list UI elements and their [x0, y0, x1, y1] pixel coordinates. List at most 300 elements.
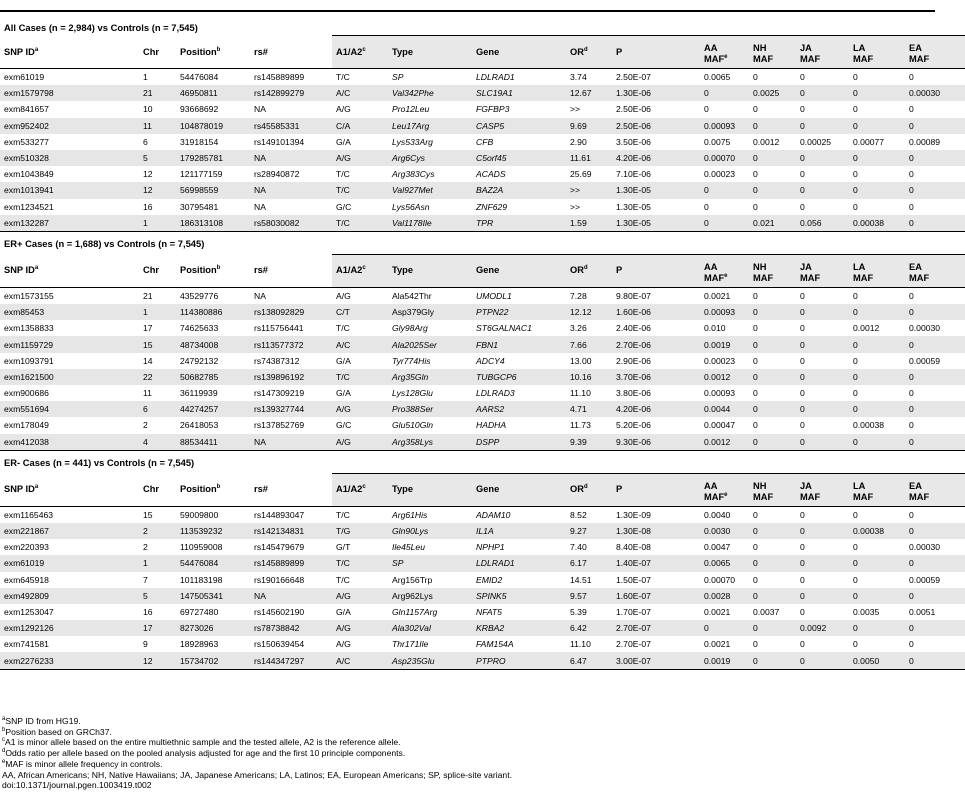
table-cell: 9.30E-06	[612, 434, 700, 451]
table-cell: rs115756441	[254, 323, 304, 334]
table-cell: 0	[796, 588, 849, 604]
table-row	[0, 182, 965, 198]
table-cell: 48734008	[176, 336, 250, 352]
table-cell: DSPP	[472, 434, 566, 451]
table-cell: 0	[853, 388, 858, 399]
table-cell: A/C	[332, 336, 388, 352]
table-cell: 0	[796, 304, 849, 320]
table-cell: 0.00070	[700, 150, 749, 166]
table-cell: 6.47	[566, 652, 612, 669]
table-cell: AARS2	[472, 401, 566, 417]
table-cell: rs144893047	[254, 509, 305, 520]
table-cell: 0	[700, 182, 749, 198]
footnote-text: A1 is minor allele based on the entire multiethnic sample and the tested allele, A2 is the reference allele.	[5, 737, 401, 748]
table-row	[0, 588, 965, 604]
table-cell: SPINK5	[472, 588, 566, 604]
table-cell: rs150639454	[254, 639, 305, 650]
table-cell: 114380886	[176, 304, 250, 320]
table-cell: 0	[909, 290, 914, 301]
table-cell: Ala302Val	[388, 620, 472, 636]
table-cell: 2	[139, 523, 176, 539]
table-cell: 3.80E-06	[616, 388, 651, 399]
table-cell: 0.0051	[909, 606, 936, 617]
footnote-marker: c	[2, 737, 5, 744]
table-cell: 0	[700, 620, 749, 636]
table-cell: 0.00070	[704, 574, 736, 585]
footnote-marker: b	[216, 265, 221, 272]
column-header	[700, 36, 749, 69]
footnote-marker: a	[34, 484, 39, 491]
column-header-row	[0, 473, 965, 506]
table-cell: 3.74	[570, 72, 587, 83]
table-row	[0, 150, 965, 166]
table-cell: CFB	[476, 136, 494, 147]
table-cell: SLC19A1	[472, 85, 566, 101]
table-cell: rs145889899	[254, 72, 305, 83]
table-cell: 0.0019	[700, 336, 749, 352]
table-cell: 0	[853, 509, 858, 520]
column-header	[176, 473, 250, 506]
column-header-label: LA	[853, 480, 866, 491]
table-cell: IL1A	[472, 523, 566, 539]
column-header-label: JA	[800, 43, 812, 54]
footnote-marker: d	[583, 46, 588, 53]
table-cell: 56998559	[176, 182, 250, 198]
table-cell: Ala542Thr	[392, 290, 432, 301]
column-header	[566, 36, 612, 69]
table-cell: 0	[853, 639, 858, 650]
table-cell: 4.20E-06	[612, 150, 700, 166]
table-cell: C/T	[332, 304, 388, 320]
table-cell: 11.73	[570, 420, 591, 431]
column-header-label: JA	[800, 261, 812, 272]
column-header-label: Chr	[143, 484, 160, 495]
table-cell: 0	[909, 639, 914, 650]
table-cell: exm2276233	[0, 652, 139, 669]
table-cell: 0.00030	[909, 542, 941, 553]
column-header-label: Gene	[476, 484, 500, 495]
table-row	[0, 304, 965, 320]
column-header-label: Type	[392, 484, 414, 495]
table-cell: 179285781	[176, 150, 250, 166]
footnote-marker: e	[724, 491, 728, 498]
table-cell: 0	[849, 369, 905, 385]
table-cell: exm1159729	[0, 336, 139, 352]
table-cell: 0	[849, 118, 905, 134]
table-row	[0, 434, 965, 451]
table-cell: 9.39	[566, 434, 612, 451]
table-cell: >>	[570, 104, 581, 115]
table-cell: G/A	[336, 606, 351, 617]
table-cell: T/C	[336, 574, 350, 585]
column-header	[388, 36, 472, 69]
footnote-text: SNP ID from HG19.	[5, 716, 81, 726]
table-cell: 0	[749, 555, 796, 571]
table-cell: 0	[905, 620, 965, 636]
footnote-marker: b	[216, 484, 221, 491]
footnote-text: Position based on GRCh37.	[5, 726, 112, 737]
table-cell: 14	[143, 355, 153, 366]
table-cell: 10.16	[566, 369, 612, 385]
table-row	[0, 336, 965, 352]
table-cell: 0	[749, 118, 796, 134]
table-cell: 0.0028	[700, 588, 749, 604]
table-cell: 104878019	[176, 118, 250, 134]
table-cell: 0.00023	[704, 169, 736, 180]
table-cell: 0	[749, 401, 796, 417]
table-cell: T/C	[336, 323, 350, 334]
table-cell: 50682785	[176, 369, 250, 385]
table-cell: 1	[143, 72, 148, 83]
table-cell: UMODL1	[476, 290, 512, 301]
table-cell: 0	[849, 555, 905, 571]
table-cell: exm132287	[0, 215, 139, 232]
column-header	[250, 254, 332, 287]
table-cell: 5	[139, 588, 176, 604]
table-cell: rs28940872	[254, 169, 300, 180]
table-cell: 0	[749, 336, 796, 352]
table-cell: rs139896192	[250, 369, 332, 385]
table-cell: rs142899279	[250, 85, 332, 101]
table-cell: 0.021	[749, 215, 796, 232]
table-cell: 15	[139, 336, 176, 352]
table-cell: 43529776	[180, 290, 219, 301]
footnote-line	[2, 737, 512, 748]
table-row	[0, 69, 965, 86]
column-header	[332, 473, 388, 506]
table-cell: TUBGCP6	[472, 369, 566, 385]
column-header-label-2: MAF	[704, 491, 725, 502]
column-header	[905, 254, 965, 287]
table-cell: Gln1157Arg	[392, 606, 438, 617]
table-cell: NA	[254, 201, 266, 212]
column-header-label-2: MAF	[800, 491, 821, 502]
table-cell: NFAT5	[476, 606, 502, 617]
table-cell: 2	[143, 420, 148, 431]
column-header	[849, 36, 905, 69]
table-cell: 147505341	[176, 588, 250, 604]
table-cell: 25.69	[570, 169, 592, 180]
column-header-label: LA	[853, 43, 866, 54]
table-cell: 0	[905, 182, 965, 198]
table-cell: 12.12	[566, 304, 612, 320]
table-cell: 24792132	[180, 355, 219, 366]
table-row	[0, 101, 965, 117]
table-cell: 0.0021	[704, 290, 731, 301]
table-cell: G/C	[336, 420, 352, 431]
footnote-line	[2, 727, 512, 738]
table-cell: Arg61His	[392, 509, 428, 520]
table-cell: 0	[909, 201, 914, 212]
table-cell: 0.00023	[704, 355, 736, 366]
table-cell: 1.59	[566, 215, 612, 232]
table-cell: 2.90E-06	[616, 355, 651, 366]
table-cell: rs45585331	[250, 118, 332, 134]
table-cell: 0	[909, 509, 914, 520]
table-cell: Asp379Gly	[388, 304, 472, 320]
section-title: ER- Cases (n = 441) vs Controls (n = 7,545)	[4, 457, 195, 469]
column-header-label: Gene	[476, 46, 500, 57]
table-cell: 7.66	[566, 336, 612, 352]
table-cell: Leu17Arg	[388, 118, 472, 134]
column-header	[472, 36, 566, 69]
table-row	[0, 572, 965, 588]
table-cell: 0	[796, 182, 849, 198]
table-cell: 0	[796, 401, 849, 417]
table-cell: 12	[143, 169, 153, 180]
table-cell: 7.10E-06	[616, 169, 651, 180]
table-cell: exm1234521	[4, 201, 54, 212]
column-header-label-2: MAF	[909, 491, 930, 502]
table-cell: 0.00030	[905, 85, 965, 101]
table-row	[0, 417, 965, 433]
column-header-label: SNP ID	[4, 265, 35, 276]
column-header	[612, 254, 700, 287]
table-cell: 0	[796, 434, 849, 451]
table-cell: rs190166648	[254, 574, 305, 585]
table-cell: 0	[849, 182, 905, 198]
table-cell: Pro388Ser	[388, 401, 472, 417]
column-header-label: EA	[909, 43, 922, 54]
column-header-label: OR	[570, 46, 584, 57]
table-cell: KRBA2	[472, 620, 566, 636]
footnote-text: Odds ratio per allele based on the pooled analysis adjusted for age and the first 10 principle components.	[5, 748, 406, 759]
table-cell: Thr171Ile	[392, 639, 429, 650]
table-cell: 1.30E-05	[612, 215, 700, 232]
table-cell: TPR	[472, 215, 566, 232]
column-header	[139, 254, 176, 287]
table-cell: 0.0040	[704, 509, 731, 520]
column-header	[139, 36, 176, 69]
table-cell: 0	[800, 509, 805, 520]
table-cell: 15734702	[176, 652, 250, 669]
column-header-label: LA	[853, 261, 866, 272]
table-cell: 17	[139, 620, 176, 636]
column-header-label: Type	[392, 46, 414, 57]
table-cell: FGFBP3	[476, 104, 510, 115]
table-cell: 0	[796, 85, 849, 101]
table-cell: 0	[796, 150, 849, 166]
table-top-rule	[0, 10, 935, 12]
column-header	[176, 36, 250, 69]
table-cell: 7	[143, 574, 148, 585]
table-cell: A/G	[336, 290, 351, 301]
column-header	[612, 473, 700, 506]
table-footnotes	[2, 716, 512, 791]
table-cell: 6.17	[566, 555, 612, 571]
table-cell: Tyr774His	[392, 355, 431, 366]
table-row	[0, 555, 965, 571]
table-cell: 0	[749, 620, 796, 636]
table-cell: 21	[143, 290, 153, 301]
table-cell: 8.52	[570, 509, 587, 520]
table-cell: 0	[753, 509, 758, 520]
column-header	[849, 473, 905, 506]
column-header-label: rs#	[254, 265, 268, 276]
table-cell: ZNF629	[476, 201, 508, 212]
table-cell: 17	[143, 323, 153, 334]
table-row	[0, 320, 965, 336]
table-row	[0, 652, 965, 669]
table-cell: 0	[796, 118, 849, 134]
table-cell: 0.0021	[704, 639, 731, 650]
table-cell: 0.00089	[909, 136, 941, 147]
table-cell: 0.00038	[853, 420, 885, 431]
table-cell: 0	[753, 542, 758, 553]
table-row	[0, 401, 965, 417]
table-cell: 1.30E-05	[616, 201, 651, 212]
column-header	[0, 36, 139, 69]
table-cell: 0	[905, 523, 965, 539]
table-cell: LDLRAD1	[476, 72, 515, 83]
table-cell: 0	[800, 542, 805, 553]
column-header	[796, 36, 849, 69]
table-cell: 0	[800, 606, 805, 617]
table-cell: 0.00059	[909, 574, 941, 585]
column-header	[700, 473, 749, 506]
table-cell: Ile45Leu	[392, 542, 425, 553]
table-cell: 93668692	[180, 104, 219, 115]
table-cell: 0.0035	[853, 606, 880, 617]
table-cell: T/G	[332, 523, 388, 539]
table-cell: 7.40	[570, 542, 587, 553]
table-cell: 5.39	[570, 606, 587, 617]
table-cell: rs74387312	[254, 355, 300, 366]
table-cell: 0	[800, 355, 805, 366]
table-cell: G/C	[336, 201, 352, 212]
table-cell: 9.57	[566, 588, 612, 604]
footnote-line	[2, 748, 512, 759]
table-cell: 0	[909, 169, 914, 180]
table-cell: Val342Phe	[388, 85, 472, 101]
footnote-marker: b	[216, 46, 221, 53]
table-cell: 0	[753, 104, 758, 115]
table-cell: 113539232	[176, 523, 250, 539]
column-header-label: EA	[909, 480, 922, 491]
table-cell: rs145602190	[254, 606, 305, 617]
column-header-label-2: MAF	[853, 272, 874, 283]
table-cell: rs149101394	[254, 136, 305, 147]
table-cell: 0	[704, 201, 709, 212]
table-cell: 16	[143, 606, 153, 617]
table-cell: 0	[800, 72, 805, 83]
table-cell: rs144347297	[250, 652, 332, 669]
table-cell: 0	[909, 420, 914, 431]
table-cell: 9.27	[566, 523, 612, 539]
table-cell: rs137852769	[254, 420, 305, 431]
table-cell: 0	[909, 388, 914, 399]
table-cell: EMID2	[476, 574, 503, 585]
table-cell: 0	[796, 652, 849, 669]
table-cell: 44274257	[176, 401, 250, 417]
table-cell: NA	[254, 290, 266, 301]
table-cell: NA	[250, 588, 332, 604]
table-cell: 0	[849, 85, 905, 101]
table-cell: 0.0021	[704, 606, 731, 617]
table-cell: A/G	[336, 639, 351, 650]
table-cell: 0	[749, 434, 796, 451]
footnote-marker: c	[362, 46, 366, 53]
column-header-label: EA	[909, 261, 922, 272]
table-cell: 0	[849, 336, 905, 352]
table-cell: ST6GALNAC1	[476, 323, 532, 334]
table-cell: 0.0044	[700, 401, 749, 417]
table-cell: 0	[849, 620, 905, 636]
table-cell: HADHA	[476, 420, 507, 431]
table-cell: 1.30E-09	[616, 509, 651, 520]
table-cell: exm61019	[4, 72, 45, 83]
top-margin	[0, 0, 935, 10]
table-cell: 0	[800, 388, 805, 399]
table-cell: 6	[139, 401, 176, 417]
table-cell: 0.0030	[700, 523, 749, 539]
table-cell: exm645918	[4, 574, 49, 585]
section-title-row	[0, 231, 965, 254]
footnote-marker: e	[724, 272, 728, 279]
column-header	[139, 473, 176, 506]
table-cell: 0	[753, 639, 758, 650]
footnote-marker: d	[2, 748, 6, 755]
results-table	[0, 20, 965, 670]
table-cell: 0	[753, 290, 758, 301]
column-header-label-2: MAF	[753, 272, 774, 283]
table-cell: 0	[753, 388, 758, 399]
table-cell: 5	[139, 150, 176, 166]
table-cell: 18928963	[180, 639, 219, 650]
table-cell: C5orf45	[472, 150, 566, 166]
table-cell: 0	[853, 169, 858, 180]
table-cell: 0	[849, 401, 905, 417]
column-header	[905, 36, 965, 69]
table-cell: ACADS	[476, 169, 506, 180]
table-cell: exm952402	[0, 118, 139, 134]
column-header	[905, 473, 965, 506]
table-cell: BAZ2A	[472, 182, 566, 198]
table-cell: 0	[853, 542, 858, 553]
table-cell: exm1621500	[0, 369, 139, 385]
table-cell: 0	[905, 588, 965, 604]
column-header	[332, 254, 388, 287]
table-cell: 12.67	[566, 85, 612, 101]
table-cell: 101183198	[180, 574, 223, 585]
column-header	[388, 473, 472, 506]
column-header-label-2: MAF	[704, 54, 725, 65]
table-cell: 0.0012	[700, 434, 749, 451]
table-cell: 3.26	[570, 323, 587, 334]
table-cell: 1.50E-07	[616, 574, 651, 585]
table-cell: 0	[753, 169, 758, 180]
table-cell: 0	[749, 304, 796, 320]
table-cell: 0	[853, 201, 858, 212]
section-title-row	[0, 20, 965, 36]
column-header-row	[0, 254, 965, 287]
table-cell: exm61019	[0, 555, 139, 571]
table-cell: 26418053	[180, 420, 219, 431]
column-header-label: JA	[800, 480, 812, 491]
table-cell: 8.40E-08	[616, 542, 651, 553]
table-cell: 7.28	[570, 290, 587, 301]
column-header	[332, 36, 388, 69]
table-row	[0, 118, 965, 134]
table-cell: Lys56Asn	[392, 201, 430, 212]
table-cell: 11.10	[570, 388, 591, 399]
table-cell: 0	[800, 290, 805, 301]
table-cell: C/A	[332, 118, 388, 134]
table-cell: 1.30E-08	[612, 523, 700, 539]
table-cell: G/T	[336, 542, 351, 553]
table-cell: 1.70E-07	[616, 606, 651, 617]
column-header	[796, 254, 849, 287]
